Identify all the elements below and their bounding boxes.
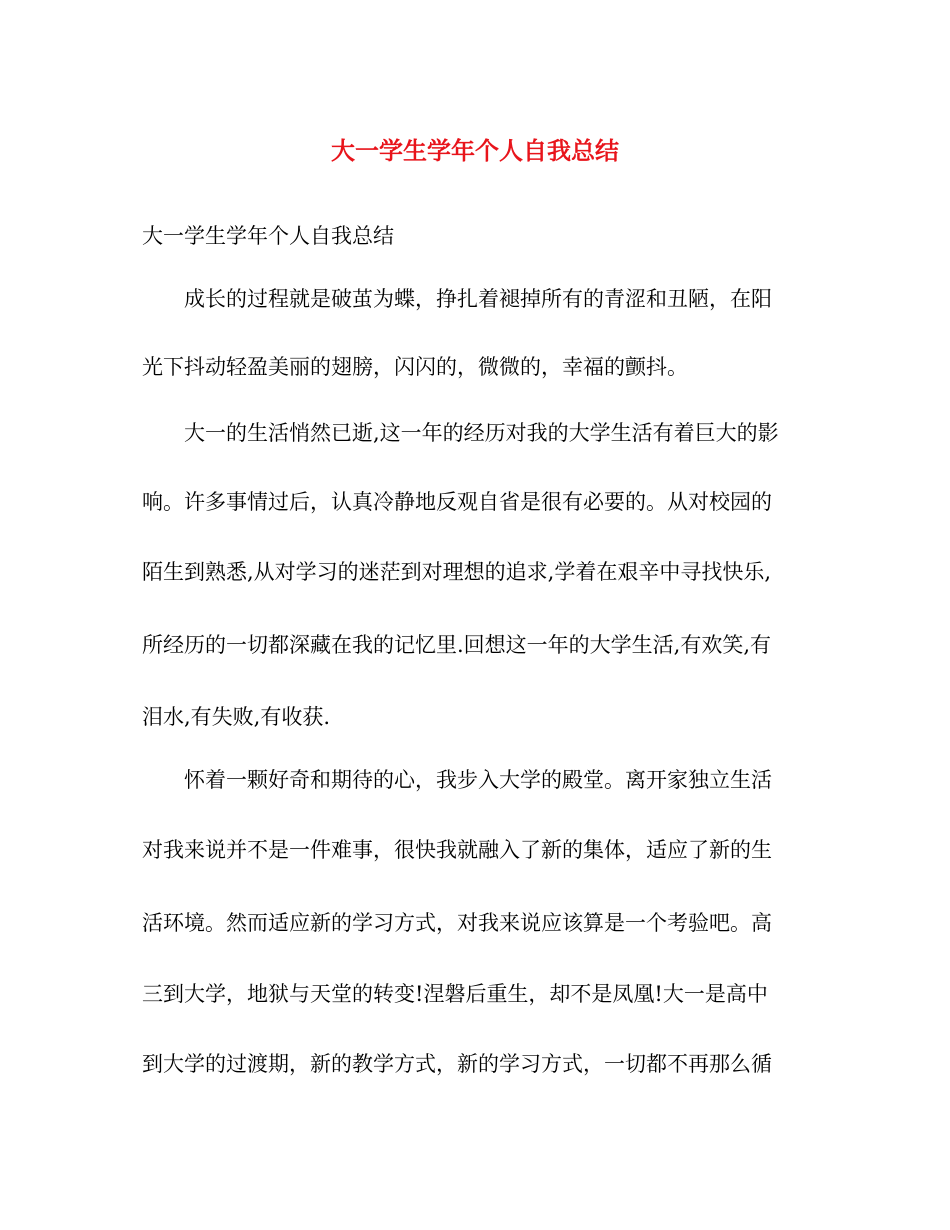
text-line: 所经历的一切都深藏在我的记忆里.回想这一年的大学生活,有欢笑,有: [142, 633, 772, 657]
text-line: 到大学的过渡期，新的教学方式，新的学习方式，一切都不再那么循: [142, 1052, 772, 1076]
text-line: 大一学生学年个人自我总结: [142, 224, 394, 248]
text-line: 对我来说并不是一件难事，很快我就融入了新的集体，适应了新的生: [142, 838, 772, 862]
text-line: 怀着一颗好奇和期待的心，我步入大学的殿堂。离开家独立生活: [184, 768, 772, 792]
text-line: 泪水,有失败,有收获.: [142, 705, 331, 729]
document-title: 大一学生学年个人自我总结: [331, 136, 619, 165]
text-line: 成长的过程就是破茧为蝶，挣扎着褪掉所有的青涩和丑陋，在阳: [184, 287, 772, 311]
text-line: 活环境。然而适应新的学习方式，对我来说应该算是一个考验吧。高: [142, 911, 772, 935]
text-line: 光下抖动轻盈美丽的翅膀，闪闪的，微微的，幸福的颤抖。: [142, 355, 688, 379]
text-line: 陌生到熟悉,从对学习的迷茫到对理想的追求,学着在艰辛中寻找快乐,: [142, 560, 772, 584]
text-line: 三到大学，地狱与天堂的转变!涅磐后重生，却不是凤凰!大一是高中: [142, 982, 768, 1006]
text-line: 响。许多事情过后，认真冷静地反观自省是很有必要的。从对校园的: [142, 490, 772, 514]
text-line: 大一的生活悄然已逝,这一年的经历对我的大学生活有着巨大的影: [184, 421, 779, 445]
